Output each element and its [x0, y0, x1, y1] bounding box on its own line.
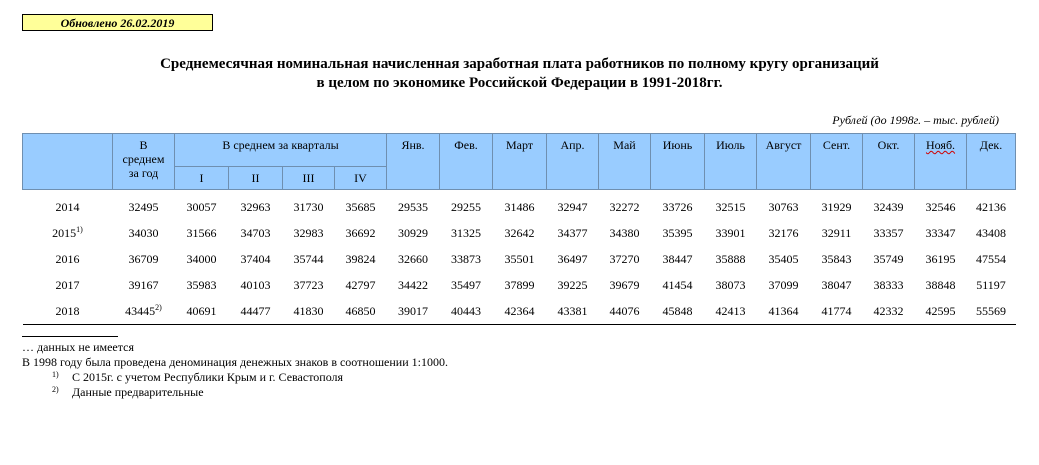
cell-quarter: 34703 [240, 225, 271, 240]
header-quarter: II [229, 167, 283, 190]
cell-quarter: 41830 [283, 298, 335, 325]
updated-date-badge: Обновлено 26.02.2019 [22, 14, 213, 31]
note-denomination: В 1998 году была проведена деноминация денежных знаков в соотношении 1:1000. [22, 355, 448, 369]
cell-quarter: 39824 [345, 251, 376, 266]
header-month: Август [757, 134, 811, 190]
cell-month: 31929 [821, 199, 852, 214]
cell-month: 33357 [873, 225, 904, 240]
table-row [23, 272, 1016, 298]
cell-month: 32439 [873, 199, 904, 214]
cell-month: 41364 [757, 298, 811, 325]
header-month: Окт. [863, 134, 915, 190]
cell-month: 44076 [599, 298, 651, 325]
header-month: Май [599, 134, 651, 190]
cell-month: 33901 [715, 225, 746, 240]
header-year [23, 134, 113, 190]
header-month: Сент. [811, 134, 863, 190]
cell-month: 32660 [398, 251, 429, 266]
cell-year: 2015$^{1)}$ [52, 224, 83, 240]
cell-month: 35843 [821, 251, 852, 266]
cell-month: 33726 [662, 199, 693, 214]
footnote-2-text: Данные предварительные [72, 385, 204, 399]
cell-quarter: 32963 [240, 199, 271, 214]
cell-year-average: 43445$^{2)}$ [113, 298, 175, 325]
cell-month: 36497 [557, 251, 588, 266]
cell-month: 34377 [557, 225, 588, 240]
cell-month: 33347 [925, 225, 956, 240]
cell-month: 32272 [609, 199, 640, 214]
cell-quarter: 35685 [345, 199, 376, 214]
cell-quarter: 36692 [345, 225, 376, 240]
cell-month: 35497 [451, 277, 482, 292]
cell-quarter: 44477 [229, 298, 283, 325]
cell-year-average: 32495 [128, 199, 159, 214]
cell-month: 38333 [873, 277, 904, 292]
cell-month: 30929 [398, 225, 429, 240]
units-caption: Рублей (до 1998г. – тыс. рублей) [832, 113, 999, 127]
cell-quarter: 35983 [186, 277, 217, 292]
cell-month: 32176 [768, 225, 799, 240]
cell-month: 35888 [715, 251, 746, 266]
cell-month: 41454 [662, 277, 693, 292]
footnote-ref: 1) [76, 224, 83, 234]
header-quarter: III [283, 167, 335, 190]
footnote-divider [22, 336, 118, 337]
cell-month: 42413 [705, 298, 757, 325]
footnote-1-text: С 2015г. с учетом Республики Крым и г. Севастополя [72, 370, 344, 384]
cell-year: 2018 [23, 298, 113, 325]
salary-table [22, 133, 1016, 325]
cell-month: 34422 [398, 277, 429, 292]
cell-quarter: 30057 [186, 199, 217, 214]
cell-month: 42595 [915, 298, 967, 325]
cell-month: 38047 [821, 277, 852, 292]
page-title [0, 55, 1039, 93]
table-row [23, 220, 1016, 246]
cell-month: 31325 [451, 225, 482, 240]
footnote-1: $^{1)}$ С 2015г. с учетом Республики Крым и г. Севастополя [52, 370, 344, 384]
cell-month: 34380 [609, 225, 640, 240]
header-month: Июнь [651, 134, 705, 190]
cell-year: 2014 [55, 199, 80, 214]
cell-month: 35749 [873, 251, 904, 266]
cell-month: 38073 [715, 277, 746, 292]
cell-month: 30763 [768, 199, 799, 214]
title-line-2: в целом по экономике Российской Федерации в 1991-2018гг. [316, 75, 723, 91]
cell-month: 39225 [557, 277, 588, 292]
header-month: Июль [705, 134, 757, 190]
note-no-data: … данных не имеется [22, 340, 134, 354]
cell-quarter: 31566 [186, 225, 217, 240]
header-month: Март [493, 134, 547, 190]
cell-month: 39679 [609, 277, 640, 292]
header-month: Апр. [547, 134, 599, 190]
cell-month: 42136 [976, 199, 1007, 214]
cell-year-average: 36709 [128, 251, 159, 266]
cell-month: 32515 [715, 199, 746, 214]
cell-month: 42364 [493, 298, 547, 325]
table-row [23, 246, 1016, 272]
cell-year: 2017 [55, 277, 80, 292]
header-month: Нояб. [915, 134, 967, 190]
cell-month: 47554 [976, 251, 1007, 266]
header-year-average: В среднем за год [113, 134, 175, 190]
cell-month: 35501 [504, 251, 535, 266]
cell-month: 43381 [547, 298, 599, 325]
cell-month: 41774 [811, 298, 863, 325]
cell-quarter: 31730 [293, 199, 324, 214]
table-row [23, 190, 1016, 221]
footnote-2: $^{2)}$ Данные предварительные [52, 385, 204, 399]
table-row [23, 298, 1016, 325]
cell-month: 37099 [768, 277, 799, 292]
cell-month: 35405 [768, 251, 799, 266]
footnote-ref: 2) [155, 302, 162, 312]
cell-month: 38447 [662, 251, 693, 266]
header-month: Фев. [440, 134, 493, 190]
cell-year-average: 39167 [128, 277, 159, 292]
cell-month: 39017 [387, 298, 440, 325]
cell-month: 36195 [925, 251, 956, 266]
cell-month: 40443 [440, 298, 493, 325]
cell-quarter: 37404 [240, 251, 271, 266]
header-month: Дек. [967, 134, 1016, 190]
header-month: Янв. [387, 134, 440, 190]
cell-month: 35395 [662, 225, 693, 240]
header-quarter: I [175, 167, 229, 190]
cell-month: 32546 [925, 199, 956, 214]
cell-quarter: 32983 [293, 225, 324, 240]
cell-month: 33873 [451, 251, 482, 266]
cell-month: 32642 [504, 225, 535, 240]
cell-quarter: 40691 [175, 298, 229, 325]
cell-month: 42332 [863, 298, 915, 325]
footnotes [22, 336, 448, 400]
cell-quarter: 35744 [293, 251, 324, 266]
table-body [23, 190, 1016, 325]
cell-quarter: 37723 [293, 277, 324, 292]
cell-month: 51197 [976, 277, 1006, 292]
cell-quarter: 40103 [240, 277, 271, 292]
header-quarters: В среднем за кварталы [175, 134, 387, 167]
header-quarter: IV [335, 167, 387, 190]
cell-year: 2016 [55, 251, 80, 266]
cell-year-average: 34030 [128, 225, 159, 240]
cell-month: 37270 [609, 251, 640, 266]
cell-quarter: 42797 [345, 277, 376, 292]
table-header [23, 134, 1016, 190]
cell-month: 31486 [504, 199, 535, 214]
cell-month: 32947 [557, 199, 588, 214]
cell-quarter: 34000 [186, 251, 217, 266]
cell-month: 38848 [925, 277, 956, 292]
cell-month: 55569 [967, 298, 1016, 325]
cell-month: 29535 [398, 199, 429, 214]
cell-month: 45848 [651, 298, 705, 325]
cell-month: 37899 [504, 277, 535, 292]
title-line-1: Среднемесячная номинальная начисленная заработная плата работников по полному кругу организаций [160, 56, 879, 72]
cell-month: 32911 [821, 225, 852, 240]
cell-quarter: 46850 [335, 298, 387, 325]
cell-month: 29255 [451, 199, 482, 214]
cell-month: 43408 [976, 225, 1007, 240]
